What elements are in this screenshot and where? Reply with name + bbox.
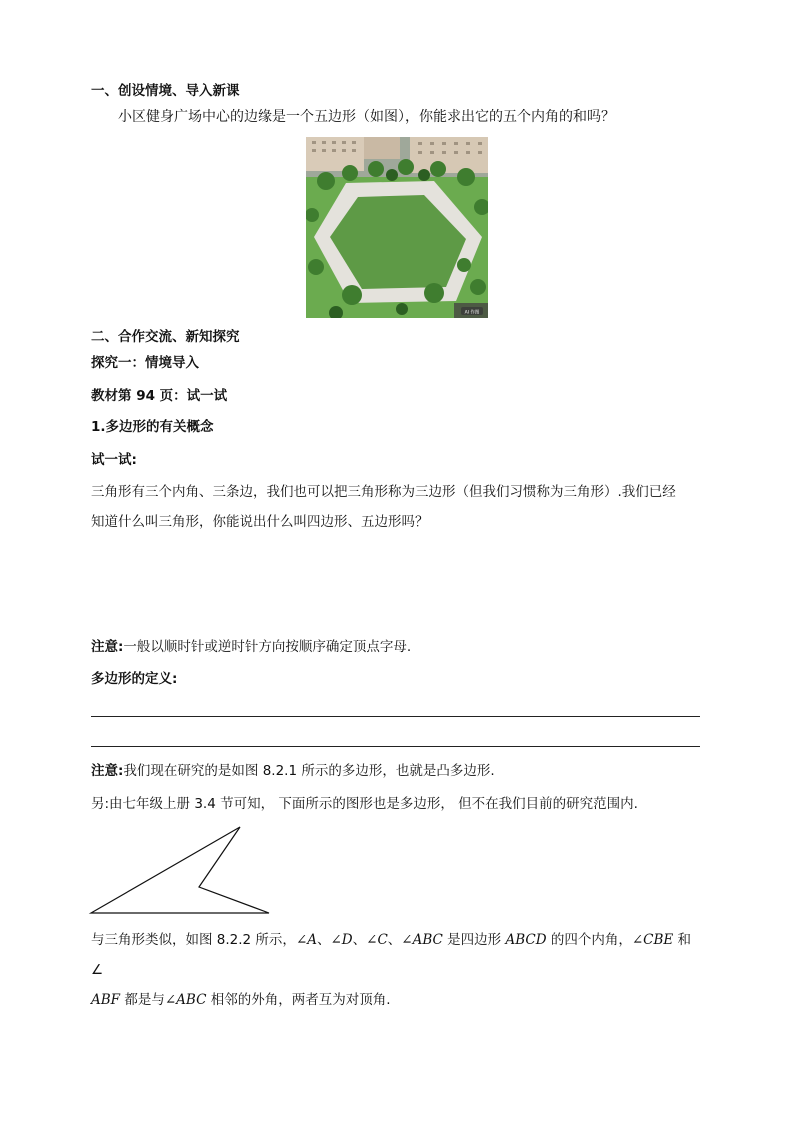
section1-heading: 一、创设情境、导入新课 bbox=[91, 83, 240, 99]
note1 bbox=[91, 638, 411, 656]
concave-polygon-shape bbox=[91, 827, 269, 913]
try-text-line-1: 三角形有三个内角、三条边，我们也可以把三角形称为三边形（但我们习惯称为三角形）.我们已经 bbox=[91, 484, 676, 500]
extra-note: 另:由七年级上册 3.4 节可知， 下面所示的图形也是多边形， 但不在我们目前的研究范围内. bbox=[91, 796, 638, 812]
similar-line-2: ABF 都是与∠ABC 相邻的外角，两者互为对顶角. bbox=[91, 992, 391, 1008]
concept-heading: 1.多边形的有关概念 bbox=[91, 419, 214, 435]
note2-label: 注意: bbox=[91, 763, 124, 779]
note2 bbox=[91, 762, 495, 780]
photo-watermark: AI 作图 bbox=[464, 310, 480, 316]
similar-paragraph bbox=[91, 925, 703, 1015]
definition-label: 多边形的定义: bbox=[91, 671, 178, 687]
similar-line-1: 与三角形类似，如图 8.2.2 所示，∠A、∠D、∠C、∠ABC 是四边形 ABCD 的四个内角，∠CBE 和∠ bbox=[91, 932, 692, 978]
plaza-photo bbox=[306, 137, 488, 318]
note1-text: 一般以顺时针或逆时针方向按顺序确定顶点字母. bbox=[123, 639, 412, 655]
section1-question: 小区健身广场中心的边缘是一个五边形（如图），你能求出它的五个内角的和吗？ bbox=[118, 109, 615, 125]
note1-label: 注意: bbox=[91, 639, 124, 655]
textbook-reference: 教材第 94 页：试一试 bbox=[91, 388, 228, 404]
note2-text: 我们现在研究的是如图 8.2.1 所示的多边形，也就是凸多边形. bbox=[123, 763, 495, 779]
answer-line-2 bbox=[91, 746, 700, 747]
section2-heading: 二、合作交流、新知探究 bbox=[91, 329, 240, 345]
try-label: 试一试: bbox=[91, 452, 137, 468]
try-paragraph bbox=[91, 477, 703, 537]
explore1-title: 探究一：情境导入 bbox=[91, 355, 199, 371]
try-text-line-2: 知道什么叫三角形，你能说出什么叫四边形、五边形吗？ bbox=[91, 514, 429, 530]
concave-polygon-figure bbox=[88, 824, 274, 918]
answer-line-1 bbox=[91, 716, 700, 717]
